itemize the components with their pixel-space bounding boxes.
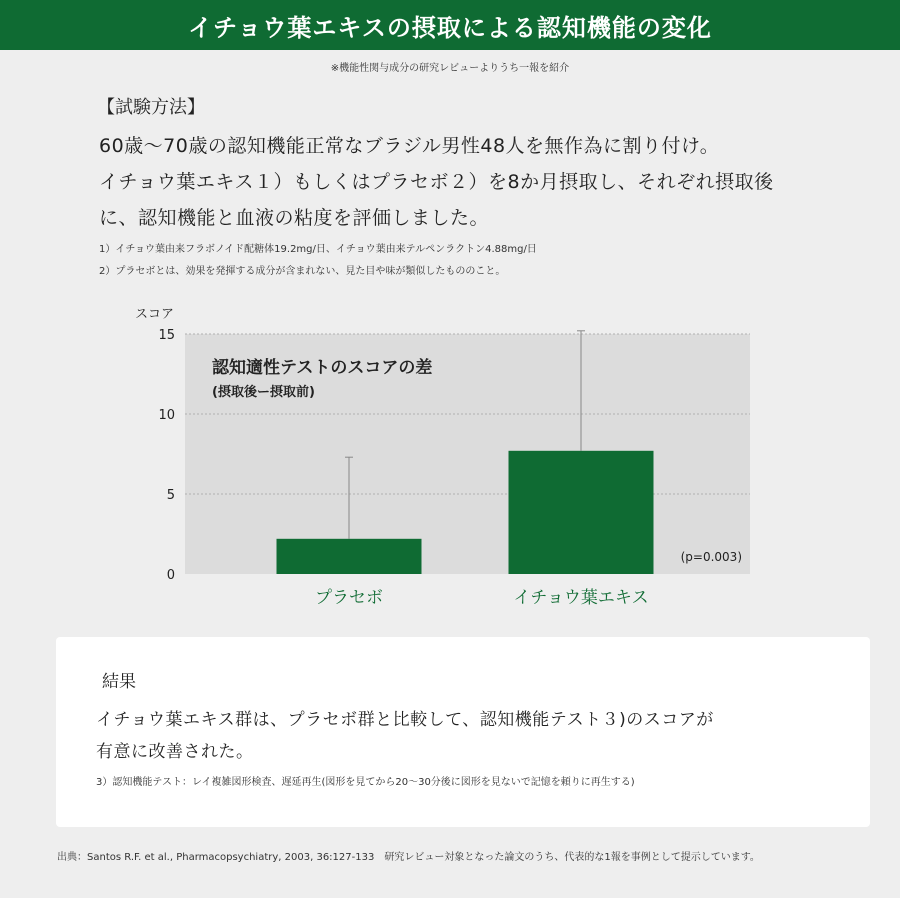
y-axis-ticks	[158, 328, 175, 583]
y-tick-label: 0	[166, 568, 175, 583]
page-header	[0, 0, 900, 50]
review-note: ※機能性関与成分の研究レビューよりうち一報を紹介	[330, 63, 570, 74]
score-bar-chart	[0, 300, 900, 620]
result-line-1: イチョウ葉エキス群は、プラセボ群と比較して、認知機能テスト３)のスコアが	[96, 710, 714, 730]
bar	[277, 539, 422, 574]
chart-title: 認知適性テストのスコアの差	[212, 358, 433, 378]
chart-subtitle: (摂取後ー摂取前)	[212, 385, 315, 400]
method-footnote-2: 2）プラセボとは、効果を発揮する成分が含まれない、見た目や味が類似したもののこと。	[99, 266, 506, 277]
method-line-3: に、認知機能と血液の粘度を評価しました。	[99, 207, 490, 229]
y-tick-label: 15	[158, 328, 175, 343]
y-axis-label: スコア	[135, 307, 175, 322]
page-title: イチョウ葉エキスの摂取による認知機能の変化	[188, 13, 712, 42]
category-label: プラセボ	[315, 588, 383, 608]
method-line-2: イチョウ葉エキス１）もしくはプラセボ２）を8か月摂取し、それぞれ摂取後	[99, 171, 774, 193]
source-citation: 出典：Santos R.F. et al., Pharmacopsychiatry, 2003, 36:127-133 研究レビュー対象となった論文のうち、代表的な1報を事例として提示しています。	[57, 852, 760, 863]
result-line-2: 有意に改善された。	[96, 742, 254, 762]
result-heading: 結果	[102, 672, 136, 692]
p-value-annotation: (p=0.003)	[680, 550, 742, 564]
y-tick-label: 10	[158, 408, 175, 423]
result-footnote: 3）認知機能テスト：レイ複雑図形検査、遅延再生(図形を見てから20〜30分後に図形を見ないで記憶を頼りに再生する)	[96, 777, 635, 788]
category-label: イチョウ葉エキス	[513, 588, 649, 608]
result-panel	[56, 637, 870, 827]
method-heading: 【試験方法】	[97, 97, 205, 118]
category-labels	[315, 588, 649, 608]
method-line-1: 60歳〜70歳の認知機能正常なブラジル男性48人を無作為に割り付け。	[99, 135, 720, 157]
y-tick-label: 5	[166, 488, 175, 503]
method-footnote-1: 1）イチョウ葉由来フラボノイド配糖体19.2mg/日、イチョウ葉由来テルペンラクトン4.88mg/日	[99, 244, 537, 255]
bar	[509, 451, 654, 574]
